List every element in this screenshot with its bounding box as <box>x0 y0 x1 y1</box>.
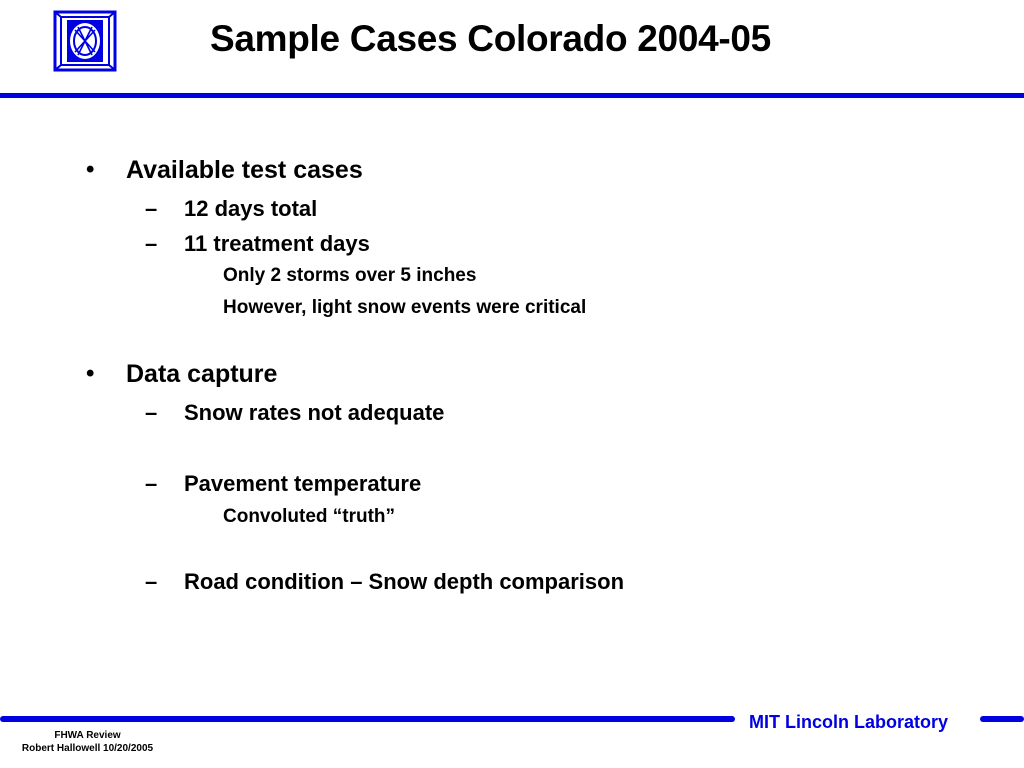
dash-icon: – <box>145 471 158 496</box>
page-title: Sample Cases Colorado 2004-05 <box>210 18 771 59</box>
bullet-icon: • <box>86 156 95 183</box>
sub-bullet-road-condition: Road condition – Snow depth comparison <box>184 569 625 594</box>
sub-bullet-pavement-temperature: Pavement temperature <box>184 471 422 496</box>
dash-icon: – <box>145 400 158 425</box>
dash-icon: – <box>145 569 158 594</box>
sub-bullet-12-days: 12 days total <box>184 196 318 221</box>
footer-review-label: FHWA Review <box>54 730 121 741</box>
dash-icon: – <box>145 231 158 256</box>
bullet-available-test-cases: Available test cases <box>126 156 363 184</box>
sub-bullet-snow-rates: Snow rates not adequate <box>184 400 445 425</box>
lab-name: MIT Lincoln Laboratory <box>749 712 949 732</box>
note-only-2-storms: Only 2 storms over 5 inches <box>223 265 477 286</box>
note-convoluted-truth: Convoluted “truth” <box>223 506 396 527</box>
bullet-icon: • <box>86 360 95 387</box>
header-divider <box>0 93 1024 98</box>
sub-bullet-11-treatment-days: 11 treatment days <box>184 231 370 256</box>
note-light-snow-events: However, light snow events were critical <box>223 297 587 318</box>
bullet-data-capture: Data capture <box>126 360 278 388</box>
footer-divider-left <box>0 716 735 722</box>
footer-divider-right <box>980 716 1024 722</box>
dash-icon: – <box>145 196 158 221</box>
footer-author-date: Robert Hallowell 10/20/2005 <box>21 743 154 754</box>
mit-ll-emblem-icon <box>53 10 117 72</box>
